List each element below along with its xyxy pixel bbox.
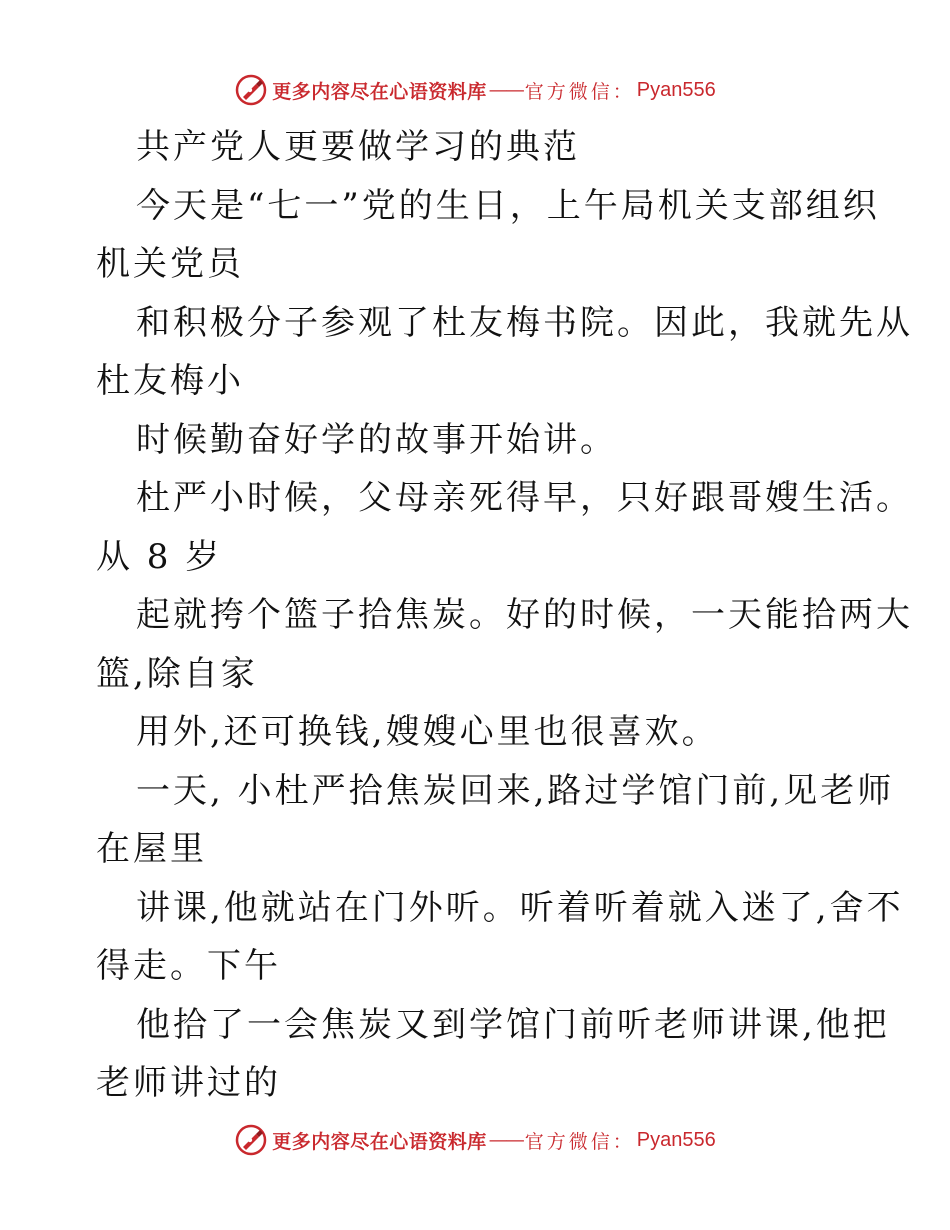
watermark-brand: 更多内容尽在心语资料库 — [272, 80, 487, 103]
text-line: 机关党员 — [96, 244, 244, 284]
watermark-wechat-id: Pyan556 — [636, 78, 716, 101]
watermark-label: 官方微信： — [524, 80, 635, 103]
text-line: 共产党人更要做学习的典范 — [136, 127, 580, 167]
pen-logo-icon — [234, 1123, 268, 1157]
text-line: 杜严小时候，父母亲死得早，只好跟哥嫂生活。 — [136, 478, 913, 518]
text-line: 杜友梅小 — [96, 361, 244, 401]
footer-watermark — [0, 1120, 950, 1160]
watermark-separator: —— — [488, 79, 523, 101]
header-watermark — [0, 70, 950, 110]
text-line: 起就挎个篮子拾焦炭。好的时候，一天能拾两大 — [136, 595, 913, 635]
pen-logo-icon — [234, 73, 268, 107]
text-line: 一天, 小杜严拾焦炭回来,路过学馆门前,见老师 — [136, 770, 895, 811]
text-line: 篮,除自家 — [96, 653, 258, 694]
text-line: 今天是“七一”党的生日，上午局机关支部组织 — [136, 185, 880, 226]
text-line: 在屋里 — [96, 829, 207, 869]
watermark-separator: —— — [488, 1129, 523, 1151]
watermark-label: 官方微信： — [524, 1130, 635, 1153]
watermark-wechat-id: Pyan556 — [636, 1128, 716, 1151]
text-line: 用外,还可换钱,嫂嫂心里也很喜欢。 — [136, 712, 719, 752]
document-body — [96, 118, 913, 1113]
watermark-brand: 更多内容尽在心语资料库 — [272, 1130, 487, 1153]
text-line: 时候勤奋好学的故事开始讲。 — [136, 419, 617, 460]
text-line: 和积极分子参观了杜友梅书院。因此，我就先从 — [136, 302, 913, 343]
text-line: 从 8 岁 — [96, 536, 223, 577]
text-line: 得走。下午 — [96, 946, 281, 986]
text-line: 老师讲过的 — [96, 1063, 281, 1103]
text-line: 讲课,他就站在门外听。听着听着就入迷了,舍不 — [136, 887, 904, 928]
text-line: 他拾了一会焦炭又到学馆门前听老师讲课,他把 — [136, 1004, 890, 1045]
